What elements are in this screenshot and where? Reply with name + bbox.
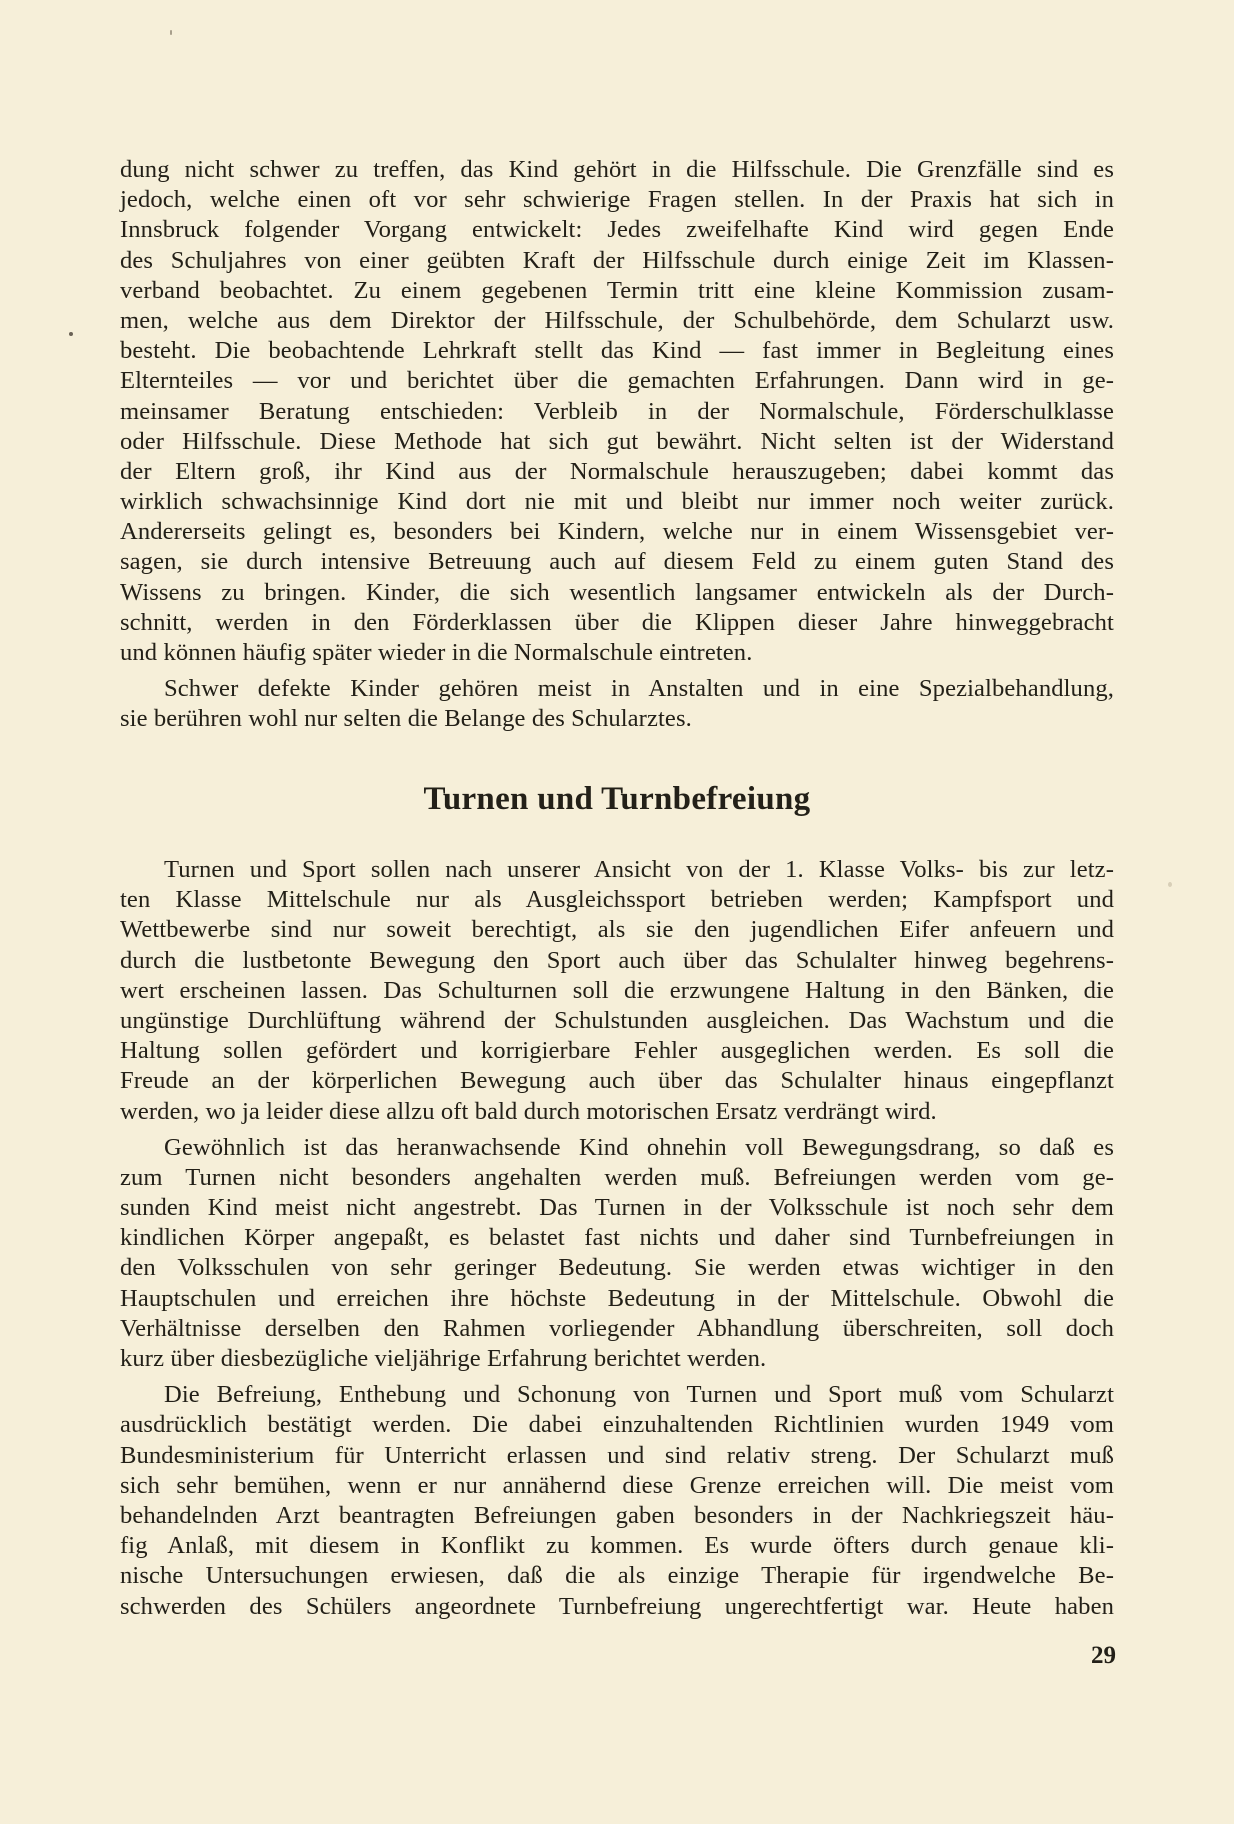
text-line: Wissens zu bringen. Kinder, die sich wesentlich langsamer entwickeln als der Durch- [120,578,1114,606]
text-line: ausdrücklich bestätigt werden. Die dabei einzuhaltenden Richtlinien wurden 1949 vom [120,1411,1114,1439]
text-line: Haltung sollen gefördert und korrigierbare Fehler ausgeglichen werden. Es soll die [120,1037,1114,1065]
text-line: Turnen und Sport sollen nach unserer Ansicht von der 1. Klasse Volks- bis zur letz- [164,856,1114,883]
text-line: Andererseits gelingt es, besonders bei Kindern, welche nur in einem Wissensgebiet ver- [120,518,1114,546]
text-line: men, welche aus dem Direktor der Hilfsschule, der Schulbehörde, dem Schularzt usw. [120,306,1114,334]
text-line: kindlichen Körper angepaßt, es belastet fast nichts und daher sind Turnbefreiungen in [120,1224,1114,1252]
text-line: nische Untersuchungen erwiesen, daß die als einzige Therapie für irgendwelche Be- [120,1562,1114,1590]
text-line: Die Befreiung, Enthebung und Schonung von Turnen und Sport muß vom Schularzt [164,1381,1114,1409]
text-line: sie berühren wohl nur selten die Belange des Schularztes. [120,705,692,733]
text-line: schnitt, werden in den Förderklassen über die Klippen dieser Jahre hinweggebracht [120,608,1114,636]
paragraph [120,1380,1114,1622]
text-line: kurz über diesbezügliche vieljährige Erfahrung berichtet werden. [120,1345,767,1372]
text-line: Gewöhnlich ist das heranwachsende Kind ohnehin voll Bewegungsdrang, so daß es [164,1133,1114,1161]
text-line: fig Anlaß, mit diesem in Konflikt zu kommen. Es wurde öfters durch genaue kli- [120,1532,1114,1560]
text-line: wert erscheinen lassen. Das Schulturnen soll die erzwungene Haltung in den Bänken, die [120,976,1114,1004]
text-line: werden, wo ja leider diese allzu oft bald durch motorischen Ersatz verdrängt wird. [120,1097,937,1125]
section-heading: Turnen und Turnbefreiung [423,781,811,817]
text-line: ten Klasse Mittelschule nur als Ausgleichssport betrieben werden; Kampfsport und [120,886,1114,914]
paragraph [120,674,1114,734]
text-line: Wettbewerbe sind nur soweit berechtigt, als sie den jugendlichen Eifer anfeuern und [120,916,1114,944]
body-text-bottom [120,855,1114,1622]
text-line: und können häufig später wieder in die Normalschule eintreten. [120,639,753,666]
text-line: Schwer defekte Kinder gehören meist in Anstalten und in eine Spezialbehandlung, [164,675,1114,703]
text-line: jedoch, welche einen oft vor sehr schwierige Fragen stellen. In der Praxis hat sich in [120,186,1114,214]
text-line: Hauptschulen und erreichen ihre höchste Bedeutung in der Mittelschule. Obwohl die [120,1284,1114,1312]
text-line: Innsbruck folgender Vorgang entwickelt: Jedes zweifelhafte Kind wird gegen Ende [120,216,1114,244]
text-line: zum Turnen nicht besonders angehalten werden muß. Befreiungen werden vom ge- [120,1163,1114,1191]
text-line: oder Hilfsschule. Diese Methode hat sich gut bewährt. Nicht selten ist der Widerstand [120,427,1114,455]
text-line: verband beobachtet. Zu einem gegebenen Termin tritt eine kleine Kommission zusam- [120,276,1114,304]
text-line: Verhältnisse derselben den Rahmen vorliegender Abhandlung überschreiten, soll doch [120,1314,1114,1342]
text-line: sagen, sie durch intensive Betreuung auch auf diesem Feld zu einem guten Stand des [120,548,1114,576]
paragraph [120,855,1114,1127]
body-text-top [120,155,1114,735]
text-line: besteht. Die beobachtende Lehrkraft stellt das Kind — fast immer in Begleitung eines [120,337,1114,365]
text-line: meinsamer Beratung entschieden: Verbleib in der Normalschule, Förderschulklasse [120,397,1114,425]
text-line: den Volksschulen von sehr geringer Bedeutung. Sie werden etwas wichtiger in den [120,1254,1114,1282]
text-line: behandelnden Arzt beantragten Befreiungen gaben besonders in der Nachkriegszeit häu- [120,1501,1114,1529]
text-line: ungünstige Durchlüftung während der Schulstunden ausgleichen. Das Wachstum und die [120,1006,1114,1034]
text-line: Bundesministerium für Unterricht erlassen und sind relativ streng. Der Schularzt muß [120,1441,1114,1469]
paragraph [120,155,1114,668]
text-line: sunden Kind meist nicht angestrebt. Das Turnen in der Volksschule ist noch sehr dem [120,1194,1114,1222]
text-line: dung nicht schwer zu treffen, das Kind gehört in die Hilfsschule. Die Grenzfälle sind es [120,156,1114,183]
text-line: sich sehr bemühen, wenn er nur annähernd diese Grenze erreichen will. Die meist vom [120,1471,1114,1499]
text-line: wirklich schwachsinnige Kind dort nie mit und bleibt nur immer noch weiter zurück. [120,488,1114,516]
text-line: schwerden des Schülers angeordnete Turnbefreiung ungerechtfertigt war. Heute haben [120,1592,1114,1620]
text-line: Elternteiles — vor und berichtet über die gemachten Erfahrungen. Dann wird in ge- [120,367,1114,395]
page-number: 29 [1091,1642,1116,1669]
text-line: durch die lustbetonte Bewegung den Sport auch über das Schulalter hinweg begehrens- [120,946,1114,974]
margin-dot-mark [69,332,73,336]
text-line: Freude an der körperlichen Bewegung auch über das Schulalter hinaus eingepflanzt [120,1067,1114,1095]
text-line: der Eltern groß, ihr Kind aus der Normalschule herauszugeben; dabei kommt das [120,457,1114,485]
right-speck-mark [1168,882,1172,887]
paragraph [120,1133,1114,1375]
text-line: des Schuljahres von einer geübten Kraft der Hilfsschule durch einige Zeit im Klassen- [120,246,1114,274]
top-speck-mark [170,30,172,35]
